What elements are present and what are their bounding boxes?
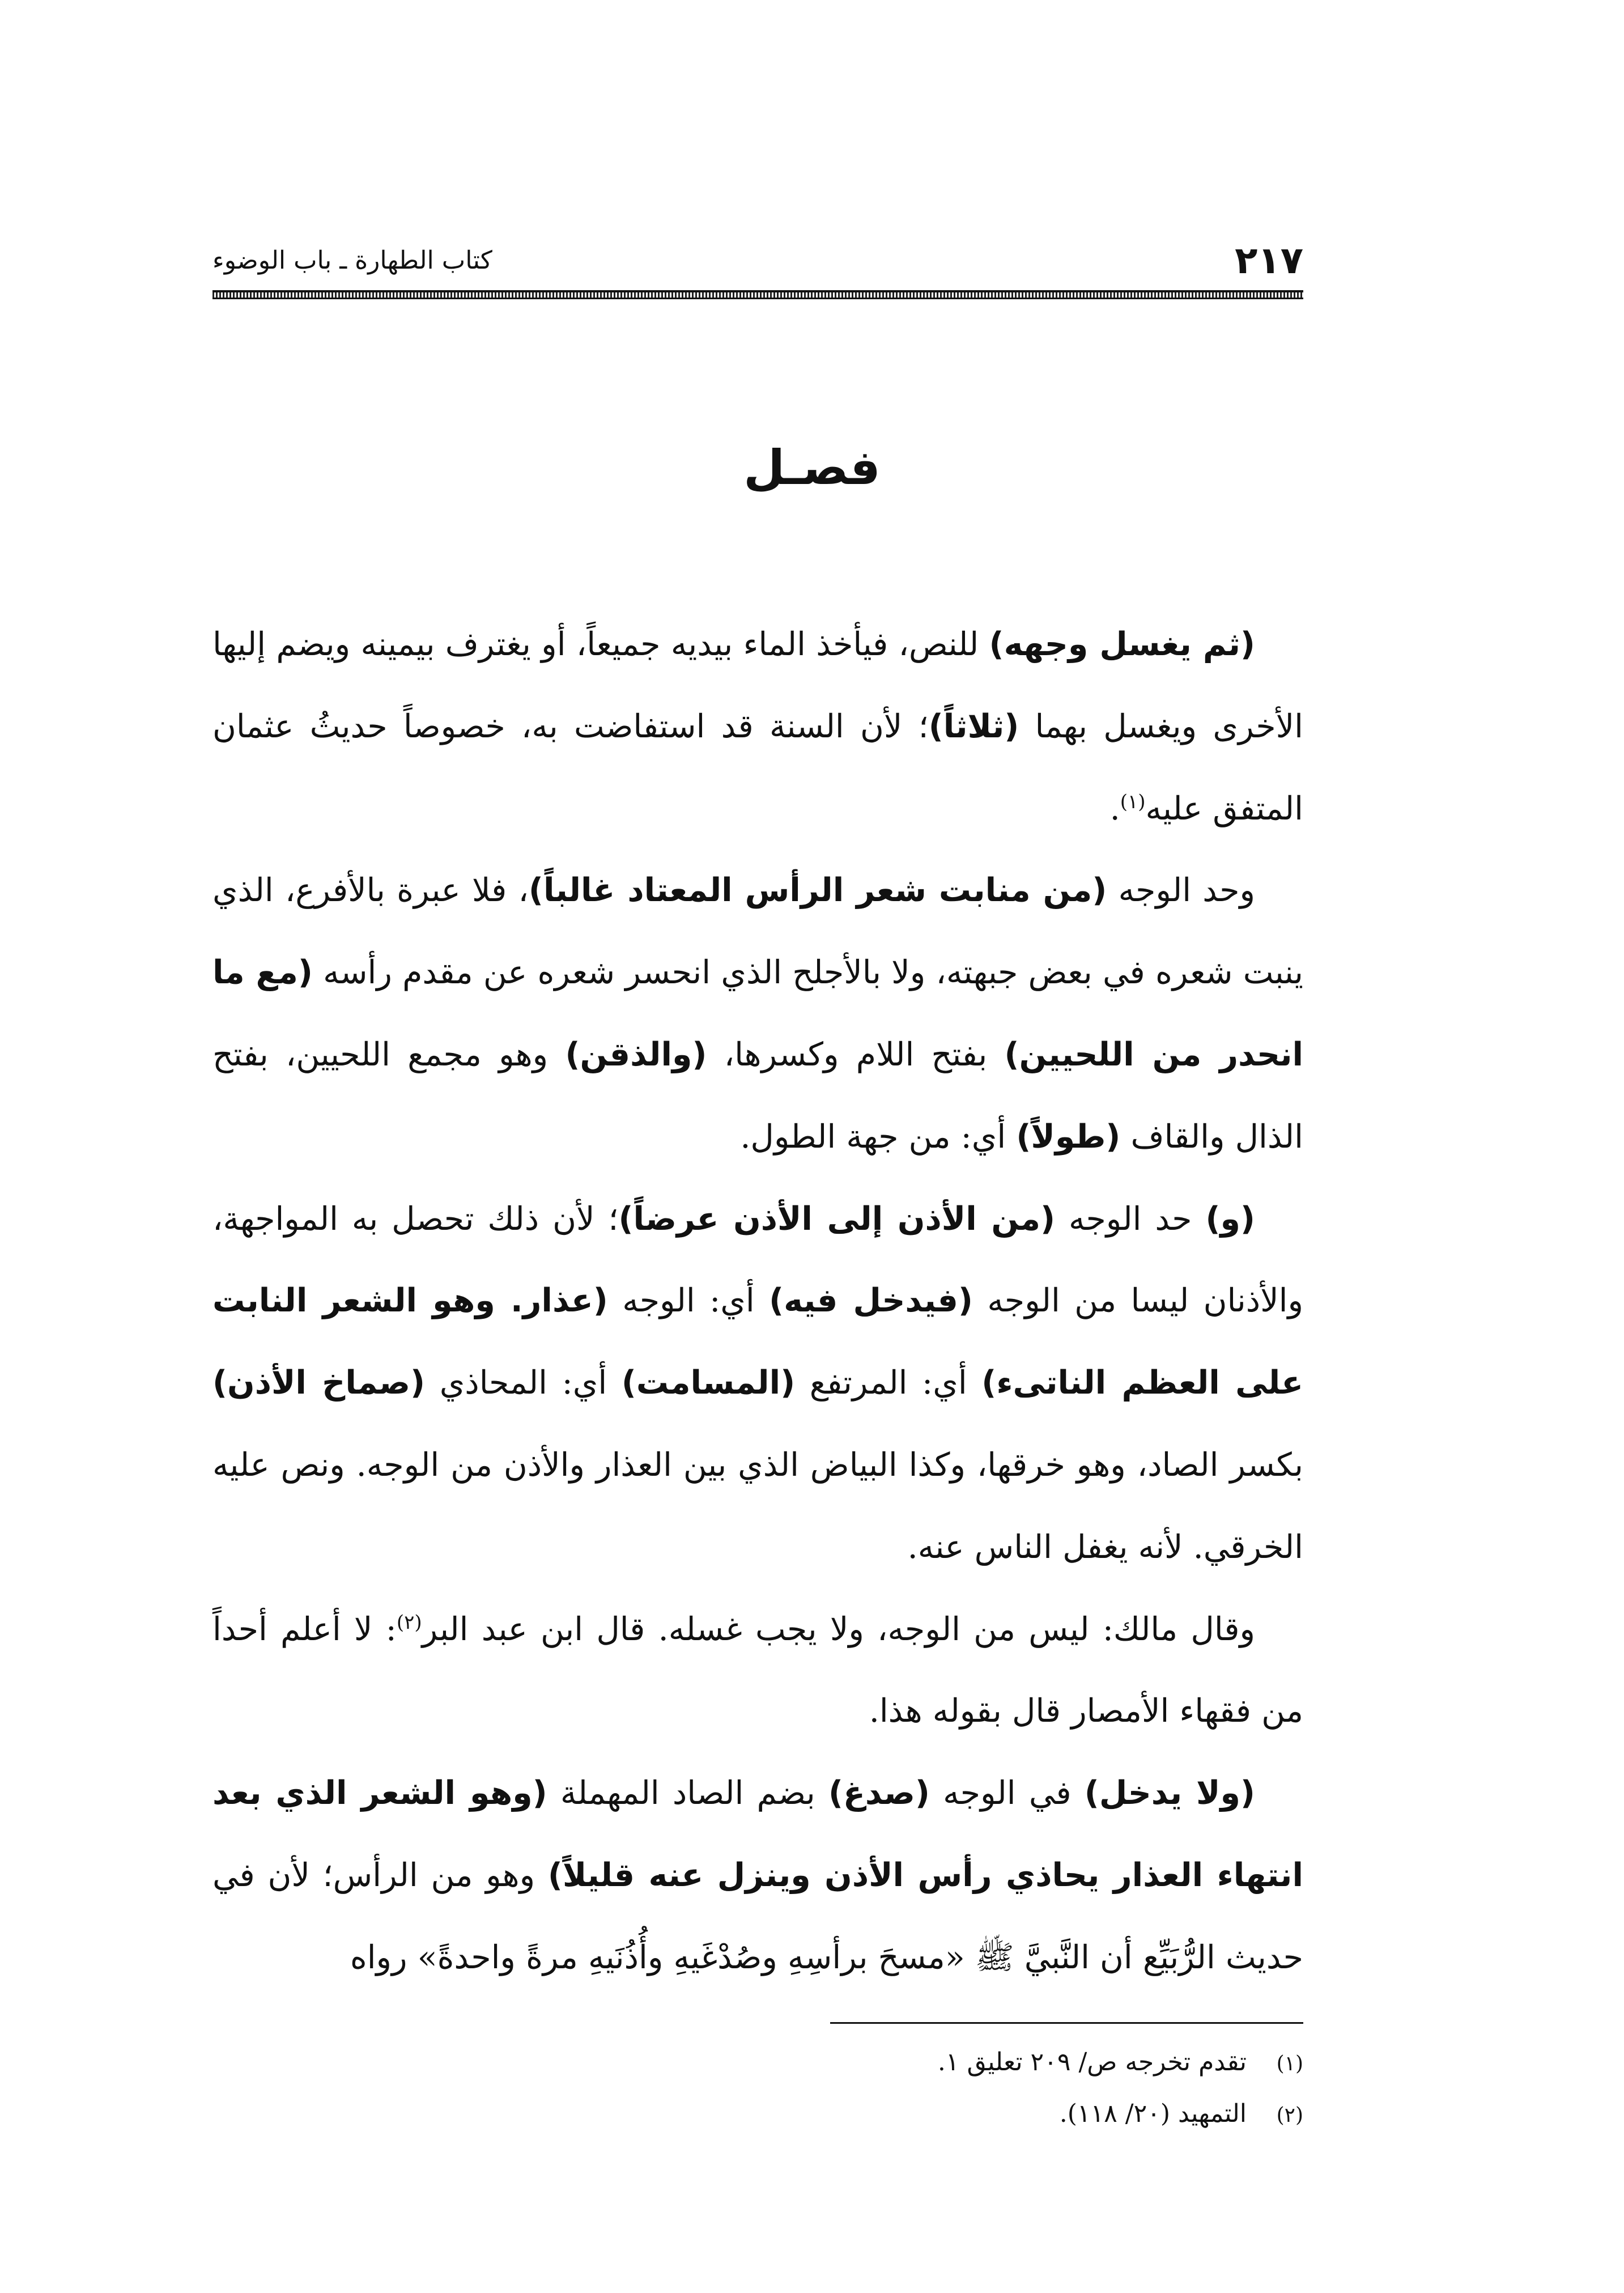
footnote-ref[interactable]: (١) xyxy=(1120,790,1146,813)
text-run: في الوجه xyxy=(929,1774,1085,1812)
bold-term: (من الأذن إلى الأذن عرضاً) xyxy=(618,1200,1056,1238)
bold-term: (المسامت) xyxy=(621,1364,796,1402)
book-title: كتاب الطهارة ـ باب الوضوء xyxy=(212,246,492,275)
text-run: بكسر الصاد، وهو خرقها، وكذا البياض الذي بين العذار والأذن من الوجه. ونص عليه الخرقي. لأنه يغفل الناس عنه. xyxy=(212,1446,1303,1566)
bold-term: (وهو الشعر الذي بعد انتهاء العذار يحاذي رأس الأذن وينزل عنه قليلاً) xyxy=(212,1774,1304,1894)
header-rule xyxy=(212,290,1303,299)
bold-term: (ثم يغسل وجهه) xyxy=(989,626,1255,663)
bold-term: (صدغ) xyxy=(828,1774,930,1812)
text-run: : لا أعلم أحداً من فقهاء الأمصار قال بقوله هذا. xyxy=(212,1610,1303,1730)
footnote-rule xyxy=(830,2022,1303,2024)
text-run: بضم الصاد المهملة xyxy=(547,1774,828,1812)
bold-term: (طولاً) xyxy=(1016,1118,1121,1156)
text-run: ، فلا عبرة بالأفرع، الذي ينبت شعره في بعض جبهته، ولا بالأجلح الذي انحسر شعره عن مقدم رأسه xyxy=(212,872,1303,992)
section-title: فصـل xyxy=(743,440,881,495)
running-header xyxy=(212,238,1303,289)
paragraph-3 xyxy=(212,1178,1303,1589)
bold-term: (مع ما انحدر من اللحيين) xyxy=(212,954,1304,1073)
text-run: أي: المحاذي xyxy=(425,1364,622,1402)
text-run: أي: من جهة الطول. xyxy=(740,1118,1017,1156)
text-run: وهو مجمع اللحيين، بفتح الذال والقاف xyxy=(212,1035,1303,1156)
footnotes xyxy=(212,2037,1303,2141)
text-run: وحد الوجه xyxy=(1107,872,1255,910)
text-run: . xyxy=(1109,789,1120,827)
text-run: بفتح اللام وكسرها، xyxy=(707,1035,1005,1073)
footnote-text: التمهيد (٢٠/ ١١٨). xyxy=(1059,2099,1247,2128)
text-run: ؛ لأن ذلك تحصل به المواجهة، والأذنان ليسا من الوجه xyxy=(212,1200,1303,1320)
text-run: حد الوجه xyxy=(1055,1200,1206,1238)
text-run: أي: المرتفع xyxy=(795,1364,982,1402)
bold-term: (ولا يدخل) xyxy=(1084,1774,1255,1812)
text-run: ؛ لأن السنة قد استفاضت به، خصوصاً حديثُ عثمان المتفق عليه xyxy=(212,707,1303,827)
bold-term: (فيدخل فيه) xyxy=(769,1282,973,1320)
bold-term: (صماخ الأذن) xyxy=(212,1364,426,1402)
bold-term: (والذقن) xyxy=(565,1035,707,1073)
body-text xyxy=(212,604,1303,1999)
paragraph-1 xyxy=(212,604,1303,850)
footnote-number: (٢) xyxy=(1276,2104,1303,2127)
footnote-text: تقدم تخرجه ص/ ٢٠٩ تعليق ١. xyxy=(937,2048,1247,2077)
footnote-1 xyxy=(212,2037,1303,2089)
footnote-2 xyxy=(212,2089,1303,2141)
paragraph-2 xyxy=(212,850,1303,1178)
bold-term: (ثلاثاً) xyxy=(928,707,1019,745)
page-number: ٢١٧ xyxy=(1235,239,1303,282)
text-run: وهو من الرأس؛ لأن في حديث الرُّبَيِّع أن النَّبيَّ ﷺ «مسحَ برأسِهِ وصُدْغَيهِ وأُذُنَيهِ مرةً واحدةً» رواه xyxy=(212,1856,1303,1976)
bold-term: (و) xyxy=(1205,1200,1255,1238)
text-run: للنص، فيأخذ الماء بيديه جميعاً، أو يغترف بيمينه ويضم إليها الأخرى ويغسل بهما xyxy=(212,626,1303,745)
text-run: وقال مالك: ليس من الوجه، ولا يجب غسله. قال ابن عبد البر xyxy=(422,1610,1255,1648)
footnote-number: (١) xyxy=(1276,2052,1303,2075)
bold-term: (عذار. وهو الشعر النابت على العظم الناتىء) xyxy=(212,1282,1304,1402)
text-run: أي: الوجه xyxy=(607,1282,770,1320)
paragraph-5 xyxy=(212,1752,1303,1998)
paragraph-4 xyxy=(212,1589,1303,1753)
bold-term: (من منابت شعر الرأس المعتاد غالباً) xyxy=(528,872,1107,910)
footnote-ref[interactable]: (٢) xyxy=(396,1611,422,1634)
